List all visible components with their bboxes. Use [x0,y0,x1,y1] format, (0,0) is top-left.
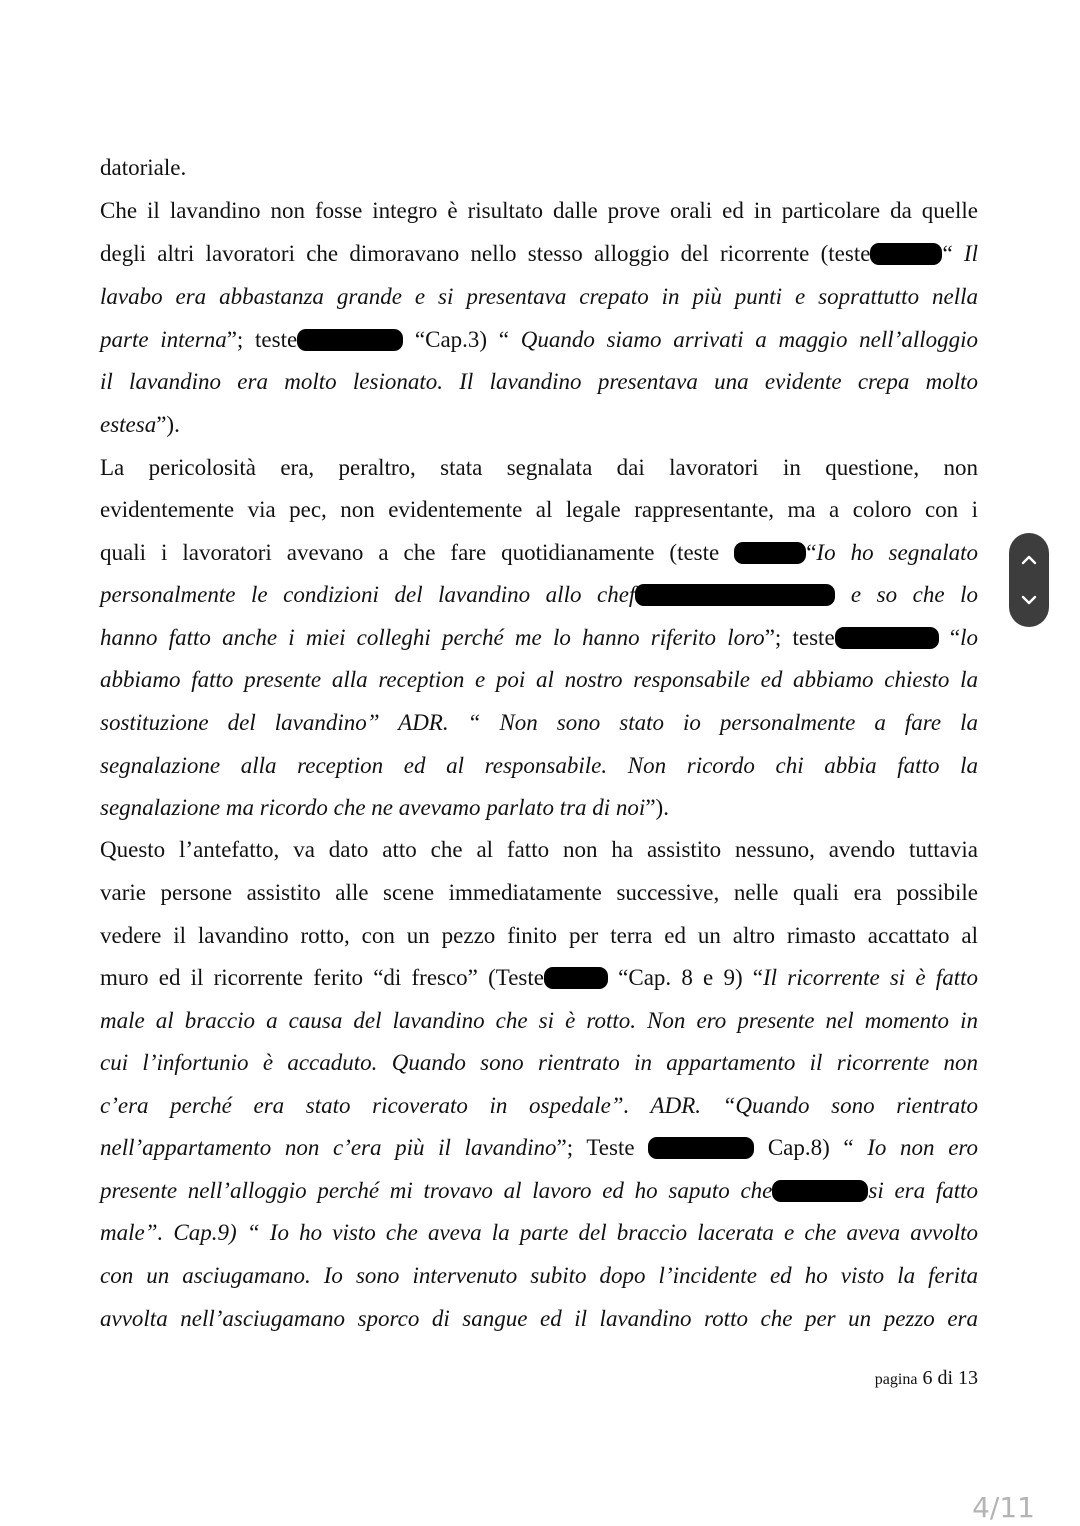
text-line-19: vedere il lavandino rotto, con un pezzo finito per terra ed un altro rimasto accattato al [100,923,978,948]
redaction-mark [648,1137,754,1159]
text-line-26: male”. Cap.9) “ Io ho visto che aveva la parte del braccio lacerata e che aveva avvolto [100,1220,978,1245]
text-line-15: segnalazione alla reception ed al responsabile. Non ricordo chi abbia fatto la [100,753,978,778]
text-line-20: muro ed il ricorrente ferito “di fresco” (Teste “Cap. 8 e 9) “Il ricorrente si è fatto [100,965,978,990]
text-line-2: Che il lavandino non fosse integro è risultato dalle prove orali ed in particolare da quelle [100,198,978,223]
text-line-16: segnalazione ma ricordo che ne avevamo parlato tra di noi”). [100,795,669,820]
redaction-mark [635,584,835,606]
text-line-21: male al braccio a causa del lavandino che si è rotto. Non ero presente nel momento in [100,1008,978,1033]
redaction-mark [544,967,608,989]
chevron-up-icon [1020,553,1038,567]
text-line-18: varie persone assistito alle scene immediatamente successive, nelle quali era possibile [100,880,978,905]
chevron-down-icon [1020,593,1038,607]
text-line-7: estesa”). [100,412,180,437]
redaction-mark [772,1180,868,1202]
page-navigation [1009,533,1049,627]
text-line-8: La pericolosità era, peraltro, stata segnalata dai lavoratori in questione, non [100,455,978,480]
text-line-5: parte interna”; teste “Cap.3) “ Quando siamo arrivati a maggio nell’alloggio [100,327,978,352]
next-page-button[interactable] [1009,580,1049,620]
text-line-13: abbiamo fatto presente alla reception e poi al nostro responsabile ed abbiamo chiesto la [100,667,978,692]
text-line-4: lavabo era abbastanza grande e si presentava crepato in più punti e soprattutto nella [100,284,978,309]
text-line-12: hanno fatto anche i miei colleghi perché me lo hanno riferito loro”; teste “lo [100,625,978,650]
text-line-1: datoriale. [100,155,187,180]
text-line-6: il lavandino era molto lesionato. Il lavandino presentava una evidente crepa molto [100,369,978,394]
text-line-27: con un asciugamano. Io sono intervenuto subito dopo l’incidente ed ho visto la ferita [100,1263,978,1288]
text-line-14: sostituzione del lavandino” ADR. “ Non sono stato io personalmente a fare la [100,710,978,735]
redaction-mark [734,542,806,564]
redaction-mark [835,627,939,649]
text-line-28: avvolta nell’asciugamano sporco di sangue ed il lavandino rotto che per un pezzo era [100,1306,978,1331]
text-line-22: cui l’infortunio è accaduto. Quando sono rientrato in appartamento il ricorrente non [100,1050,978,1075]
text-line-9: evidentemente via pec, non evidentemente al legale rappresentante, ma a coloro con i [100,497,978,522]
text-line-17: Questo l’antefatto, va dato atto che al fatto non ha assistito nessuno, avendo tuttavia [100,837,978,862]
previous-page-button[interactable] [1009,540,1049,580]
redaction-mark [870,243,942,265]
text-line-3: degli altri lavoratori che dimoravano nello stesso alloggio del ricorrente (teste “ Il [100,241,978,266]
text-line-25: presente nell’alloggio perché mi trovavo al lavoro ed ho saputo che si era fatto [100,1178,979,1203]
text-line-10: quali i lavoratori avevano a che fare quotidianamente (teste “Io ho segnalato [100,540,978,565]
footer-page-number: 6 di 13 [922,1367,978,1389]
page-footer [600,1364,978,1394]
text-line-23: c’era perché era stato ricoverato in ospedale”. ADR. “Quando sono rientrato [100,1093,978,1118]
page-indicator: 4/11 [972,1491,1035,1524]
text-line-11: personalmente le condizioni del lavandino allo chef e so che lo [100,582,978,607]
redaction-mark [297,329,403,351]
footer-prefix: pagina [874,1371,918,1388]
text-line-24: nell’appartamento non c’era più il lavandino”; Teste Cap.8) “ Io non ero [100,1135,978,1160]
